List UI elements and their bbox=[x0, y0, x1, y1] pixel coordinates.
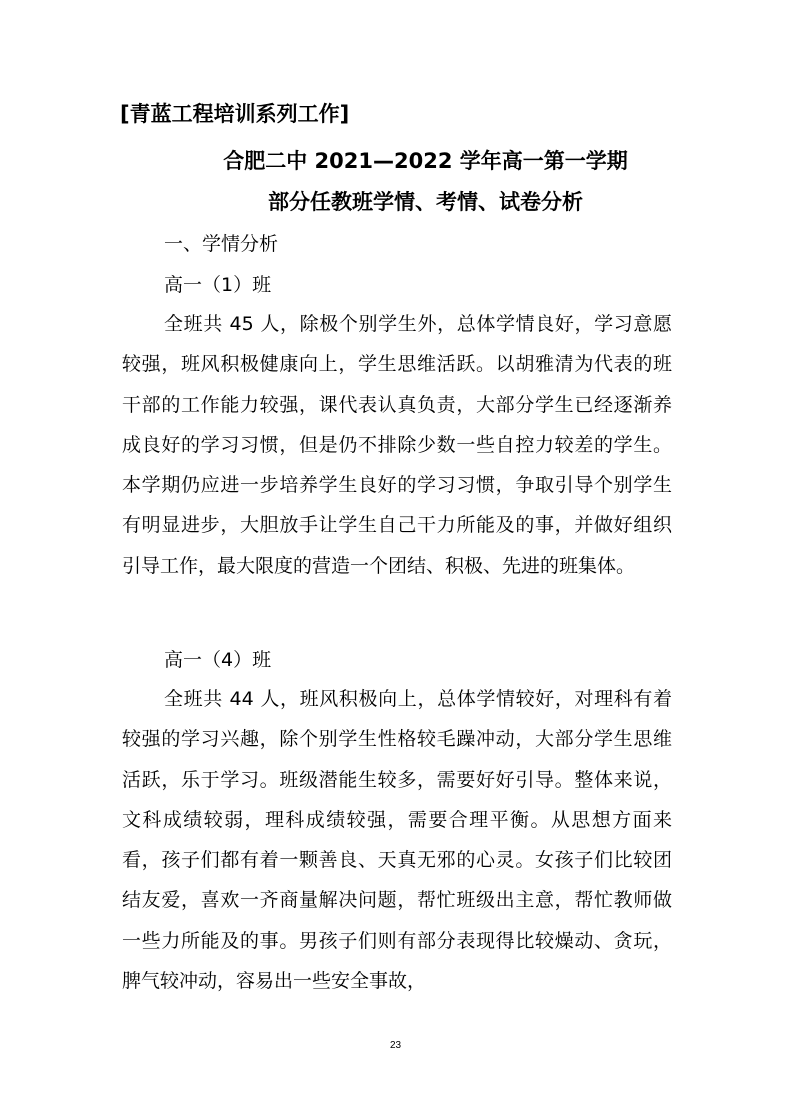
document-title-line-2: 部分任教班学情、考情、试卷分析 bbox=[268, 190, 583, 214]
document-title-line-1: 合肥二中 2021—2022 学年高一第一学期 bbox=[223, 149, 628, 173]
class-paragraph-2: 全班共 44 人，班风积极向上，总体学情较好，对理科有着较强的学习兴趣，除个别学生性格较毛躁冲动，大部分学生思维活跃，乐于学习。班级潜能生较多，需要好好引导。整体来说，文科成绩较弱，理科成绩较强，需要合理平衡。从思想方面来看，孩子们都有着一颗善良、天真无邪的心灵。女孩子们比较团结友爱，喜欢一齐商量解决问题，帮忙班级出主意，帮忙教师做一些力所能及的事。男孩子们则有部分表现得比较燥动、贪玩，脾气较冲动，容易出一些安全事故， bbox=[122, 688, 672, 993]
class-heading-1: 高一（1）班 bbox=[164, 274, 272, 296]
series-tag: [青蓝工程培训系列工作] bbox=[120, 102, 350, 126]
class-paragraph-1: 全班共 45 人，除极个别学生外，总体学情良好，学习意愿较强，班风积极健康向上，学生思维活跃。以胡雅清为代表的班干部的工作能力较强，课代表认真负责，大部分学生已经逐渐养成良好的学习习惯，但是仍不排除少数一些自控力较差的学生。本学期仍应进一步培养学生良好的学习习惯，争取引导个别学生有明显进步，大胆放手让学生自己干力所能及的事，并做好组织引导工作，最大限度的营造一个团结、积极、先进的班集体。 bbox=[122, 313, 672, 577]
class-heading-2: 高一（4）班 bbox=[164, 649, 272, 671]
page-number: 23 bbox=[389, 1040, 402, 1051]
section-heading: 一、学情分析 bbox=[164, 233, 279, 255]
